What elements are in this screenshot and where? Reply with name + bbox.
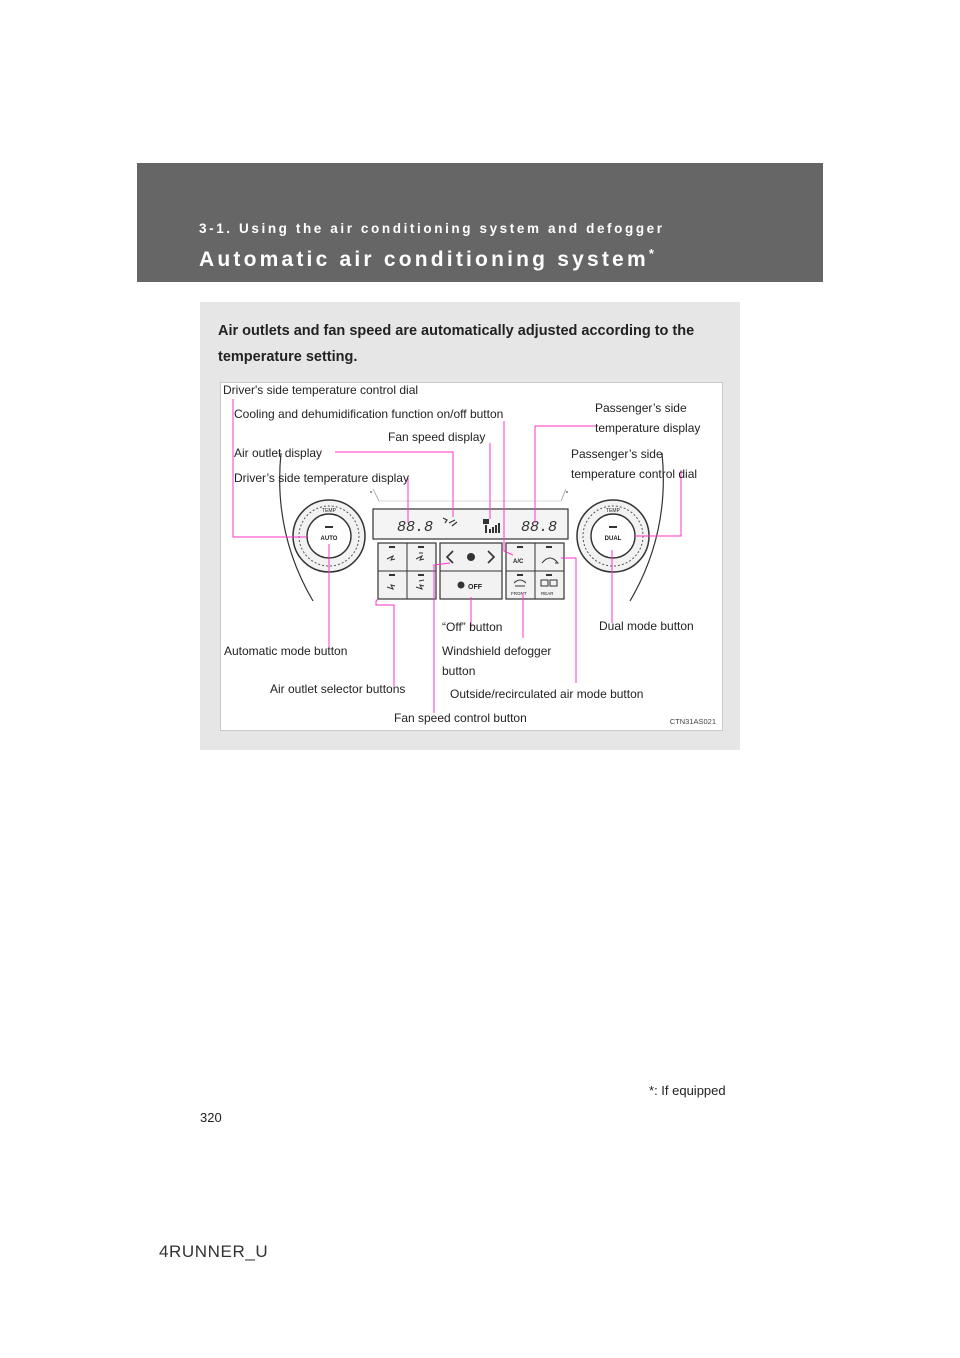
intro-text: Air outlets and fan speed are automatically adjusted according to the temperature setting. — [218, 323, 695, 365]
dual-button-text: DUAL — [604, 536, 622, 542]
content-panel — [200, 302, 740, 750]
label-passenger-temp-display-1: Passenger’s side — [595, 401, 687, 415]
footnote — [649, 1083, 726, 1098]
ac-button-text: A/C — [513, 559, 524, 565]
title-asterisk: * — [648, 246, 654, 261]
driver-temp-readout: 88.8 — [397, 519, 434, 536]
label-automatic-mode-button: Automatic mode button — [224, 644, 348, 658]
label-air-outlet-selector: Air outlet selector buttons — [270, 682, 406, 696]
passenger-temp-readout: 88.8 — [521, 519, 558, 536]
page-number: 320 — [200, 1110, 222, 1125]
header-bar — [137, 163, 823, 282]
label-fan-speed-control: Fan speed control button — [394, 711, 527, 725]
air-outlet-selector-buttons[interactable] — [378, 543, 436, 599]
fan-icon — [467, 553, 475, 561]
label-dual-mode-button: Dual mode button — [599, 619, 694, 633]
page-title-text: Automatic air conditioning system — [199, 248, 649, 271]
label-passenger-temp-dial-1: Passenger’s side — [571, 447, 663, 461]
label-fan-speed-display: Fan speed display — [388, 430, 486, 444]
page-title — [199, 246, 654, 272]
footnote-asterisk: * — [649, 1083, 655, 1098]
label-driver-temp-display: Driver’s side temperature display — [234, 471, 409, 485]
off-fan-icon — [458, 582, 465, 589]
driver-dial-temp-text: TEMP — [322, 508, 336, 514]
footnote-text: : If equipped — [654, 1083, 726, 1098]
label-driver-temp-dial: Driver's side temperature control dial — [223, 383, 419, 397]
off-button-text: OFF — [468, 584, 482, 591]
label-windshield-defogger-1: Windshield defogger — [442, 644, 552, 658]
label-air-outlet-display: Air outlet display — [234, 446, 323, 460]
front-text: FRONT — [511, 591, 527, 596]
passenger-dial-temp-text: TEMP — [606, 508, 620, 514]
label-outside-recirculated: Outside/recirculated air mode button — [450, 687, 644, 701]
section-heading: 3-1. Using the air conditioning system and defogger — [199, 221, 665, 236]
auto-button-text: AUTO — [320, 536, 338, 542]
label-windshield-defogger-2: button — [442, 664, 476, 678]
label-off-button: “Off” button — [442, 620, 503, 634]
label-passenger-temp-dial-2: temperature control dial — [571, 467, 698, 481]
figure-code: CTN31AS021 — [669, 717, 716, 726]
fan-speed-control-button[interactable] — [440, 543, 502, 599]
label-cooling-button: Cooling and dehumidification function on/off button — [234, 407, 504, 421]
control-panel-figure — [220, 382, 723, 731]
right-button-block[interactable] — [506, 543, 564, 599]
label-passenger-temp-display-2: temperature display — [595, 421, 701, 435]
rear-text: REAR — [541, 591, 554, 596]
model-code: 4RUNNER_U — [159, 1242, 269, 1261]
display-screen — [373, 509, 568, 539]
